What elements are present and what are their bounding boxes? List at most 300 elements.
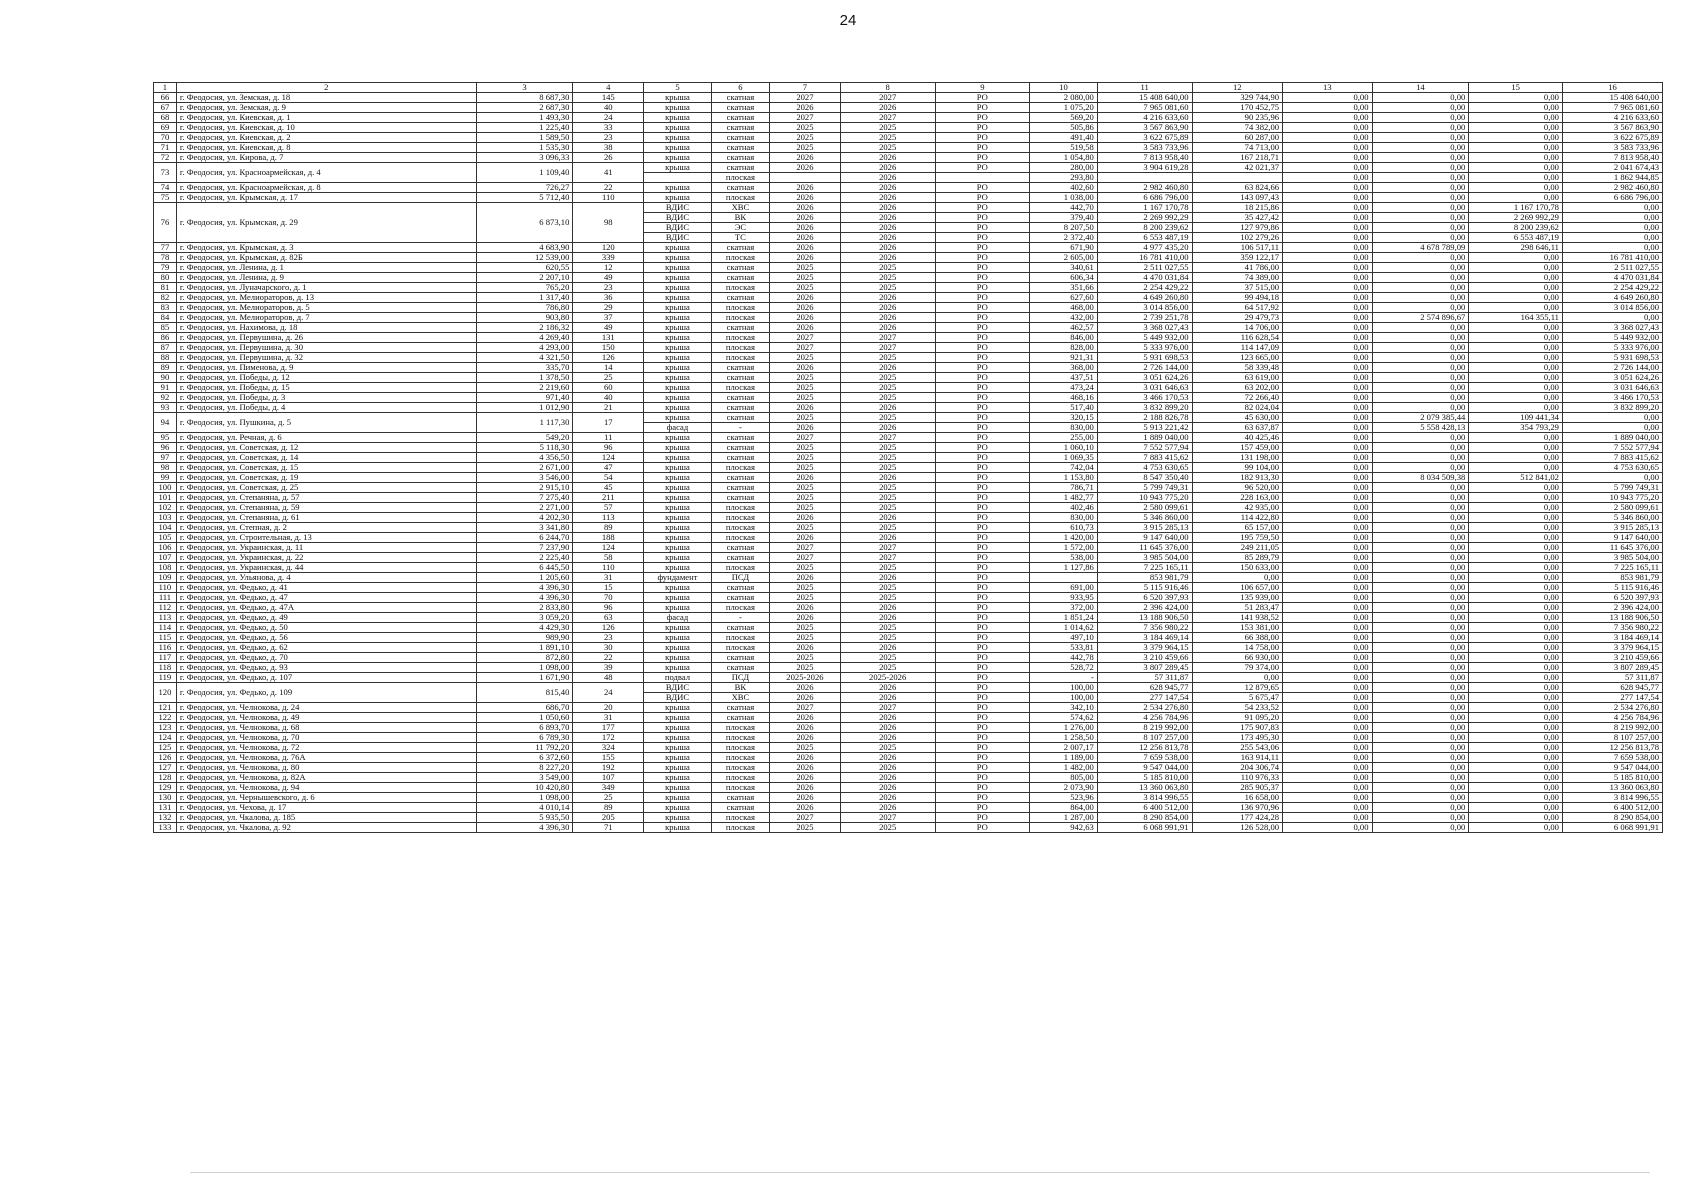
building-area: 1 493,30 [476,113,573,123]
row-number: 92 [154,393,177,403]
fund-federal: 0,00 [1283,623,1372,633]
unit-cost: 114 422,80 [1192,513,1283,523]
fund-regional: 0,00 [1372,133,1469,143]
work-kind: плоская [711,743,769,753]
work-kind: ХВС [711,693,769,703]
work-kind: скатная [711,443,769,453]
fund-federal: 0,00 [1283,153,1372,163]
fund-local: 0,00 [1469,783,1563,793]
residents-count: 124 [573,453,644,463]
residents-count: 60 [573,383,644,393]
fund-source: РО [935,583,1030,593]
fund-owners: 3 832 899,20 [1562,403,1662,413]
fund-owners: 853 981,79 [1562,573,1662,583]
fund-owners: 4 649 260,80 [1562,293,1662,303]
work-type: крыша [644,293,712,303]
work-type: крыша [644,713,712,723]
fact-year: 2026 [840,323,935,333]
work-cost: 5 913 221,42 [1097,423,1192,433]
fund-source: РО [935,473,1030,483]
table-row [154,183,1663,193]
work-kind: плоская [711,343,769,353]
work-cost: 16 781 410,00 [1097,253,1192,263]
residents-count: 57 [573,503,644,513]
fact-year: 2025 [840,413,935,423]
work-cost: 277 147,54 [1097,693,1192,703]
building-address: г. Феодосия, ул. Челнокова, д. 80 [176,763,476,773]
plan-year: 2025 [770,283,841,293]
work-type: ВДИС [644,203,712,213]
plan-year: 2025 [770,273,841,283]
table-row [154,303,1663,313]
unit-cost: 64 517,92 [1192,303,1283,313]
fact-year: 2025 [840,273,935,283]
fund-regional: 0,00 [1372,773,1469,783]
unit-cost: 12 879,65 [1192,683,1283,693]
column-number: 3 [476,83,573,93]
work-kind: скатная [711,433,769,443]
fund-federal: 0,00 [1283,263,1372,273]
work-type: крыша [644,493,712,503]
building-area: 1 205,60 [476,573,573,583]
fund-owners: 9 547 044,00 [1562,763,1662,773]
fund-local: 0,00 [1469,593,1563,603]
table-row [154,363,1663,373]
work-volume: 2 073,90 [1030,783,1098,793]
fund-owners: 2 396 424,00 [1562,603,1662,613]
building-area: 872,80 [476,653,573,663]
residents-count: 49 [573,323,644,333]
fund-regional: 2 574 896,67 [1372,313,1469,323]
row-number: 68 [154,113,177,123]
work-type: крыша [644,743,712,753]
work-kind: плоская [711,463,769,473]
fund-local: 0,00 [1469,493,1563,503]
fact-year: 2026 [840,603,935,613]
building-area: 4 202,30 [476,513,573,523]
building-area: 5 712,40 [476,193,573,203]
fact-year: 2026 [840,223,935,233]
work-cost: 1 167 170,78 [1097,203,1192,213]
work-kind: ПСД [711,673,769,683]
work-volume: 517,40 [1030,403,1098,413]
work-volume: 627,60 [1030,293,1098,303]
table-row [154,733,1663,743]
table-row [154,823,1663,833]
building-address: г. Феодосия, ул. Федько, д. 109 [176,683,476,703]
fund-source: РО [935,203,1030,213]
building-address: г. Феодосия, ул. Победы, д. 3 [176,393,476,403]
work-volume: 437,51 [1030,373,1098,383]
residents-count: 20 [573,703,644,713]
work-type: крыша [644,193,712,203]
work-volume: 2 007,17 [1030,743,1098,753]
fund-regional: 0,00 [1372,563,1469,573]
work-cost: 8 200 239,62 [1097,223,1192,233]
work-cost: 6 068 991,91 [1097,823,1192,833]
building-address: г. Феодосия, ул. Первушина, д. 30 [176,343,476,353]
unit-cost: 157 459,00 [1192,443,1283,453]
building-address: г. Феодосия, ул. Челнокова, д. 82А [176,773,476,783]
unit-cost: 177 424,28 [1192,813,1283,823]
work-type: крыша [644,583,712,593]
fund-local: 0,00 [1469,643,1563,653]
work-type: крыша [644,363,712,373]
building-area: 10 420,80 [476,783,573,793]
residents-count: 192 [573,763,644,773]
building-address: г. Феодосия, ул. Челнокова, д. 24 [176,703,476,713]
work-cost: 5 346 860,00 [1097,513,1192,523]
fund-source: РО [935,373,1030,383]
building-area: 6 372,60 [476,753,573,763]
row-number: 93 [154,403,177,413]
work-cost: 6 686 796,00 [1097,193,1192,203]
fund-regional: 0,00 [1372,533,1469,543]
fund-owners: 3 622 675,89 [1562,133,1662,143]
fund-source: РО [935,193,1030,203]
work-volume: 8 207,50 [1030,223,1098,233]
row-number: 78 [154,253,177,263]
fund-local: 0,00 [1469,173,1563,183]
fund-local: 0,00 [1469,263,1563,273]
fund-owners: 7 356 980,22 [1562,623,1662,633]
fund-federal: 0,00 [1283,633,1372,643]
residents-count: 54 [573,473,644,483]
building-address: г. Феодосия, ул. Украинская, д. 11 [176,543,476,553]
fund-owners: 4 753 630,65 [1562,463,1662,473]
residents-count: 96 [573,603,644,613]
residents-count: 25 [573,793,644,803]
table-row [154,103,1663,113]
fund-regional: 0,00 [1372,513,1469,523]
row-number: 105 [154,533,177,543]
work-cost: 3 014 856,00 [1097,303,1192,313]
work-kind: плоская [711,173,769,183]
fund-owners: 7 813 958,40 [1562,153,1662,163]
work-kind: скатная [711,163,769,173]
building-address: г. Феодосия, ул. Федько, д. 56 [176,633,476,643]
work-type: ВДИС [644,693,712,703]
building-address: г. Феодосия, ул. Ленина, д. 9 [176,273,476,283]
fact-year: 2027 [840,333,935,343]
building-address: г. Феодосия, ул. Первушина, д. 32 [176,353,476,363]
fund-owners: 3 184 469,14 [1562,633,1662,643]
fund-owners: 3 368 027,43 [1562,323,1662,333]
work-type: крыша [644,453,712,463]
fund-regional: 0,00 [1372,813,1469,823]
fund-owners: 0,00 [1562,473,1662,483]
work-cost: 3 466 170,53 [1097,393,1192,403]
work-type: крыша [644,593,712,603]
fund-federal: 0,00 [1283,613,1372,623]
fund-owners: 15 408 640,00 [1562,93,1662,103]
building-address: г. Феодосия, ул. Советская, д. 12 [176,443,476,453]
work-kind: скатная [711,453,769,463]
building-area: 4 356,50 [476,453,573,463]
work-kind: скатная [711,123,769,133]
fund-regional: 0,00 [1372,483,1469,493]
fund-federal: 0,00 [1283,763,1372,773]
row-number: 130 [154,793,177,803]
table-row [154,543,1663,553]
building-address: г. Феодосия, ул. Советская, д. 14 [176,453,476,463]
work-type: крыша [644,723,712,733]
work-type: фасад [644,423,712,433]
work-type: крыша [644,513,712,523]
building-area: 7 237,90 [476,543,573,553]
row-number: 66 [154,93,177,103]
building-address: г. Феодосия, ул. Федько, д. 47А [176,603,476,613]
plan-year: 2025 [770,823,841,833]
fact-year: 2025 [840,663,935,673]
fund-federal: 0,00 [1283,203,1372,213]
row-number: 76 [154,203,177,243]
fund-federal: 0,00 [1283,793,1372,803]
work-kind: скатная [711,803,769,813]
plan-year: 2027 [770,553,841,563]
fact-year: 2026 [840,103,935,113]
table-row [154,673,1663,683]
work-type: крыша [644,253,712,263]
work-volume: 574,62 [1030,713,1098,723]
work-type: крыша [644,373,712,383]
unit-cost: 0,00 [1192,573,1283,583]
fund-source: РО [935,233,1030,243]
fund-owners: 7 552 577,94 [1562,443,1662,453]
row-number: 97 [154,453,177,463]
building-area: 2 186,32 [476,323,573,333]
fact-year: 2025 [840,133,935,143]
table-row [154,493,1663,503]
work-cost: 8 219 992,00 [1097,723,1192,733]
fact-year: 2026 [840,643,935,653]
unit-cost: 150 633,00 [1192,563,1283,573]
fund-owners: 6 068 991,91 [1562,823,1662,833]
plan-year: 2025 [770,563,841,573]
work-kind: скатная [711,403,769,413]
building-address: г. Феодосия, ул. Мелиораторов, д. 7 [176,313,476,323]
fund-federal: 0,00 [1283,693,1372,703]
column-number: 16 [1562,83,1662,93]
plan-year: 2026 [770,213,841,223]
building-area: 1 225,40 [476,123,573,133]
work-type: крыша [644,143,712,153]
unit-cost: 255 543,06 [1192,743,1283,753]
unit-cost: 175 907,83 [1192,723,1283,733]
work-type: крыша [644,533,712,543]
work-volume: 1 420,00 [1030,533,1098,543]
fund-owners: 2 726 144,00 [1562,363,1662,373]
fund-local: 0,00 [1469,323,1563,333]
work-volume: 340,61 [1030,263,1098,273]
building-address: г. Феодосия, ул. Челнокова, д. 68 [176,723,476,733]
work-type: крыша [644,623,712,633]
row-number: 82 [154,293,177,303]
fund-regional: 0,00 [1372,733,1469,743]
fund-local: 0,00 [1469,763,1563,773]
row-number: 86 [154,333,177,343]
fact-year: 2025-2026 [840,673,935,683]
fact-year: 2026 [840,423,935,433]
fund-federal: 0,00 [1283,133,1372,143]
fund-owners: 3 031 646,63 [1562,383,1662,393]
fund-local: 0,00 [1469,433,1563,443]
building-area: 1 535,30 [476,143,573,153]
fund-federal: 0,00 [1283,453,1372,463]
residents-count: 23 [573,133,644,143]
table-row [154,113,1663,123]
fund-owners: 2 982 460,80 [1562,183,1662,193]
work-cost: 7 883 415,62 [1097,453,1192,463]
work-volume: 100,00 [1030,683,1098,693]
building-address: г. Феодосия, ул. Федько, д. 62 [176,643,476,653]
residents-count: 24 [573,113,644,123]
table-row [154,143,1663,153]
plan-year: 2025 [770,493,841,503]
row-number: 83 [154,303,177,313]
residents-count: 38 [573,143,644,153]
residents-count: 40 [573,393,644,403]
plan-year: 2027 [770,343,841,353]
fund-regional: 0,00 [1372,793,1469,803]
plan-year: 2025 [770,133,841,143]
work-cost: 11 645 376,00 [1097,543,1192,553]
row-number: 90 [154,373,177,383]
building-address: г. Феодосия, ул. Украинская, д. 44 [176,563,476,573]
fund-regional: 0,00 [1372,193,1469,203]
plan-year: 2026 [770,253,841,263]
fund-federal: 0,00 [1283,363,1372,373]
work-cost: 2 188 826,78 [1097,413,1192,423]
fund-source: РО [935,363,1030,373]
plan-year: 2026 [770,603,841,613]
fact-year: 2025 [840,453,935,463]
work-kind: скатная [711,493,769,503]
building-area: 2 687,30 [476,103,573,113]
work-type: крыша [644,783,712,793]
fund-owners: 0,00 [1562,243,1662,253]
unit-cost: 16 658,00 [1192,793,1283,803]
work-volume: 255,00 [1030,433,1098,443]
fund-source: РО [935,723,1030,733]
fund-regional: 0,00 [1372,273,1469,283]
fund-regional: 0,00 [1372,93,1469,103]
row-number: 118 [154,663,177,673]
work-kind: скатная [711,293,769,303]
work-volume: 1 153,80 [1030,473,1098,483]
work-cost: 8 107 257,00 [1097,733,1192,743]
work-cost: 2 982 460,80 [1097,183,1192,193]
fact-year: 2026 [840,473,935,483]
fund-source: РО [935,183,1030,193]
building-area: 1 671,90 [476,673,573,683]
fund-owners: 5 115 916,46 [1562,583,1662,593]
table-row [154,773,1663,783]
work-type: крыша [644,733,712,743]
work-kind: скатная [711,713,769,723]
fund-regional: 0,00 [1372,443,1469,453]
fund-local: 0,00 [1469,623,1563,633]
work-kind: скатная [711,373,769,383]
fund-federal: 0,00 [1283,143,1372,153]
work-cost: 4 977 435,20 [1097,243,1192,253]
work-type: крыша [644,653,712,663]
fund-local: 0,00 [1469,383,1563,393]
fact-year: 2027 [840,113,935,123]
work-cost: 3 368 027,43 [1097,323,1192,333]
fund-regional: 0,00 [1372,283,1469,293]
building-area: 4 010,14 [476,803,573,813]
building-address: г. Феодосия, ул. Ульянова, д. 4 [176,573,476,583]
work-type: крыша [644,163,712,173]
fund-source: РО [935,693,1030,703]
fund-owners: 3 814 996,55 [1562,793,1662,803]
fund-source: РО [935,703,1030,713]
residents-count: 155 [573,753,644,763]
fund-source: РО [935,123,1030,133]
fact-year: 2026 [840,533,935,543]
table-row [154,443,1663,453]
table-row [154,583,1663,593]
work-kind: плоская [711,333,769,343]
residents-count: 70 [573,593,644,603]
fund-federal: 0,00 [1283,443,1372,453]
fund-regional: 0,00 [1372,163,1469,173]
fund-regional: 0,00 [1372,593,1469,603]
residents-count: 25 [573,373,644,383]
work-cost: 13 360 063,80 [1097,783,1192,793]
fund-regional: 0,00 [1372,603,1469,613]
residents-count: 211 [573,493,644,503]
work-type: ВДИС [644,233,712,243]
unit-cost: 195 759,50 [1192,533,1283,543]
fund-federal: 0,00 [1283,493,1372,503]
building-area: 6 445,50 [476,563,573,573]
work-kind: плоская [711,193,769,203]
fund-local: 0,00 [1469,443,1563,453]
work-cost: 7 552 577,94 [1097,443,1192,453]
fund-source: РО [935,213,1030,223]
unit-cost: 116 628,54 [1192,333,1283,343]
fund-local: 298 646,11 [1469,243,1563,253]
fund-federal: 0,00 [1283,803,1372,813]
residents-count: 131 [573,333,644,343]
fact-year: 2025 [840,593,935,603]
building-area: 11 792,20 [476,743,573,753]
building-address: г. Феодосия, ул. Степная, д. 2 [176,523,476,533]
column-number: 15 [1469,83,1563,93]
fund-source: РО [935,773,1030,783]
work-kind: ВК [711,683,769,693]
unit-cost: 110 976,33 [1192,773,1283,783]
fund-owners: 8 290 854,00 [1562,813,1662,823]
residents-count: 324 [573,743,644,753]
work-kind: скатная [711,653,769,663]
fund-regional: 0,00 [1372,253,1469,263]
row-number: 129 [154,783,177,793]
residents-count: 188 [573,533,644,543]
work-type: крыша [644,333,712,343]
building-address: г. Феодосия, ул. Ленина, д. 1 [176,263,476,273]
plan-year: 2027 [770,543,841,553]
unit-cost: 54 233,52 [1192,703,1283,713]
unit-cost: 126 528,00 [1192,823,1283,833]
fund-local: 0,00 [1469,603,1563,613]
fund-regional: 0,00 [1372,643,1469,653]
plan-year: 2025 [770,383,841,393]
work-type: крыша [644,553,712,563]
work-cost: 8 290 854,00 [1097,813,1192,823]
